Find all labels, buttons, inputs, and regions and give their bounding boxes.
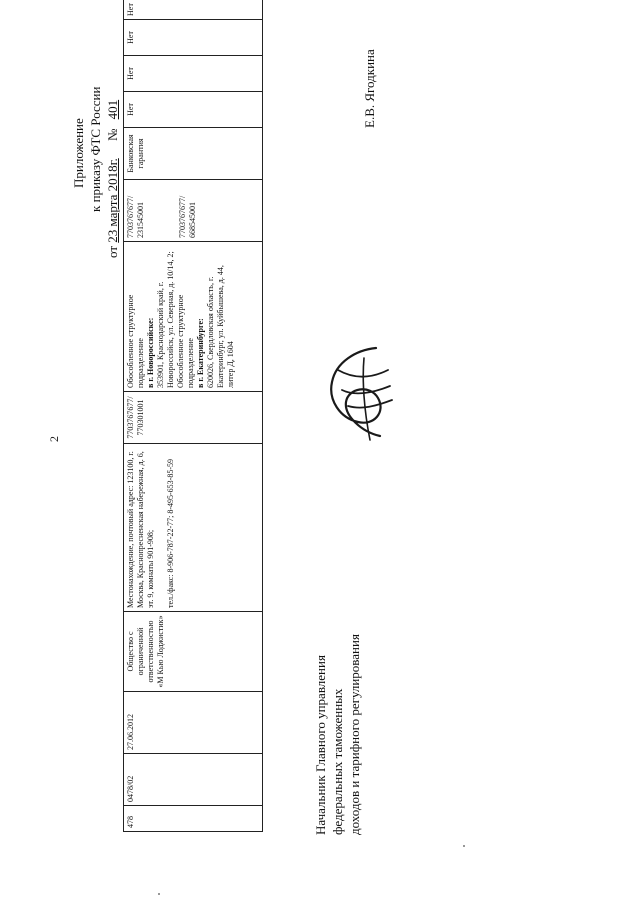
cell-guarantee: Банковская гарантия xyxy=(124,128,263,180)
cell-flag-1: Нет xyxy=(124,92,263,128)
cell-flag-2: Нет xyxy=(124,56,263,92)
cell-company: Общество с ограниченной ответственностью «М Кью Лоджистик» xyxy=(124,612,263,692)
order-reference: к приказу ФТС России xyxy=(88,86,103,212)
scan-speck xyxy=(158,893,160,895)
registry-table xyxy=(123,3,263,832)
cell-branches xyxy=(124,242,263,392)
appendix-title: Приложение xyxy=(71,118,86,188)
phone-text: тел./факс: 8-906-787-22-77; 8-495-653-85-59 xyxy=(166,459,175,608)
signer-title xyxy=(312,605,382,835)
cell-index: 478 xyxy=(124,806,263,832)
date-prefix: от xyxy=(105,245,120,258)
branch-1-title: Обособленное структурное подразделение xyxy=(126,294,145,388)
branch-2-title: Обособленное структурное подразделение xyxy=(176,294,195,388)
branch-1-inn: 7703767677/ 231545001 xyxy=(126,195,145,238)
cell-date: 27.06.2012 xyxy=(124,692,263,754)
signer-line-1: Начальник Главного управления xyxy=(313,655,328,835)
address-text: Местонахождение, почтовый адрес: 123100, г. Москва, Краснопресненская набережная, д. 6, эт. 9, комнаты 901-908; xyxy=(126,451,155,608)
signer-name: Е.В. Ягодкина xyxy=(362,49,377,128)
order-date-line xyxy=(104,18,121,258)
table-row xyxy=(124,0,263,832)
order-date: 23 марта 2018г. xyxy=(105,158,120,243)
branch-1-address: 353901, Краснодарский край, г. Новороссийск, ул. Северная, д. 10/14, 2; xyxy=(156,251,175,388)
cell-address xyxy=(124,444,263,612)
branch-2-city: в г. Екатеринбурге: xyxy=(196,318,205,388)
cell-inn: 7703767677/ 770301001 xyxy=(124,392,263,444)
branch-2-address: 620026, Свердловская область, г. Екатеринбург, ул. Куйбышева, д. 44, литер Д, 1604 xyxy=(206,265,235,388)
cell-reg-number: 0478/02 xyxy=(124,754,263,806)
signer-line-2: федеральных таможенных xyxy=(330,688,345,835)
cell-flag-3: Нет xyxy=(124,20,263,56)
number-label: № xyxy=(105,128,120,142)
order-number: 401 xyxy=(105,99,120,120)
branch-2-inn: 7703767677/ 668545001 xyxy=(178,195,197,238)
page-number: 2 xyxy=(47,436,61,442)
signer-line-3: доходов и тарифного регулирования xyxy=(347,634,362,835)
scan-speck xyxy=(463,845,465,847)
branch-1-city: в г. Новороссийске: xyxy=(146,317,155,388)
handwritten-signature xyxy=(318,340,398,445)
cell-flag-4: Нет xyxy=(124,0,263,20)
cell-branch-inn xyxy=(124,180,263,242)
